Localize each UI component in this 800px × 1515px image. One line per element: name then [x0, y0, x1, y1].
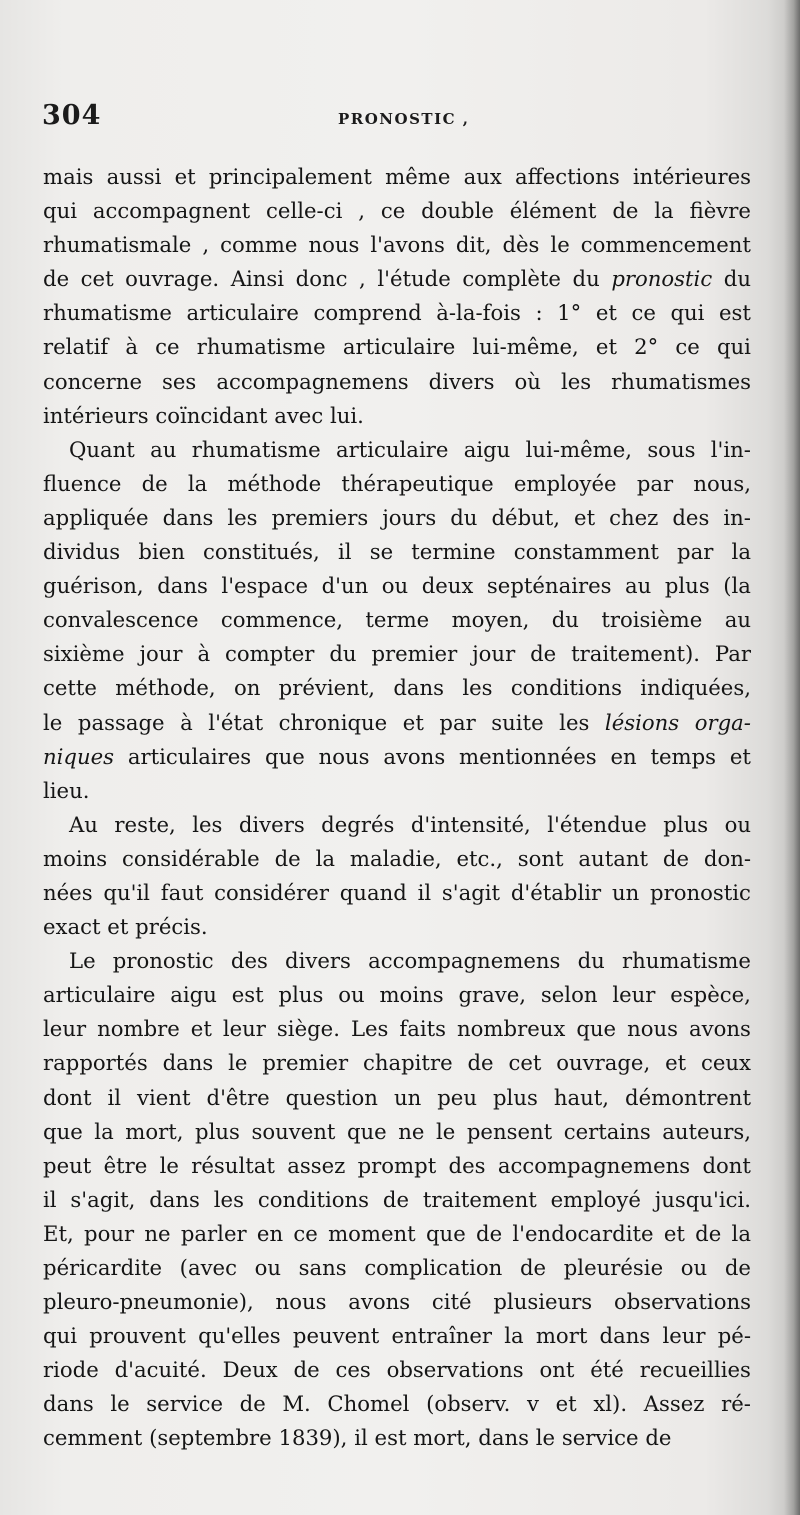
body-text [43, 160, 751, 1456]
text-line: que la mort, plus souvent que ne le pensent certains auteurs, [43, 1118, 751, 1144]
text-line: lieu. [43, 777, 90, 803]
text-line: cette méthode, on prévient, dans les conditions indiquées, [43, 675, 751, 701]
text-line: appliquée dans les premiers jours du début, et chez des in- [43, 504, 751, 530]
text-line: dont il vient d'être question un peu plus haut, démontrent [43, 1084, 751, 1110]
text-line: fluence de la méthode thérapeutique employée par nous, [43, 470, 751, 496]
text-line: exact et précis. [43, 914, 208, 940]
page-edge-shadow [784, 0, 800, 1515]
text-line: péricardite (avec ou sans complication de pleurésie ou de [43, 1255, 751, 1280]
text-line: guérison, dans l'espace d'un ou deux septénaires au plus (la [43, 573, 751, 599]
running-head: PRONOSTIC , [338, 110, 470, 128]
text-line: dividus bien constitués, il se termine constamment par la [43, 539, 751, 565]
text-line: Le pronostic des divers accompagnemens du rhumatisme [69, 948, 751, 974]
text-line: leur nombre et leur siège. Les faits nombreux que nous avons [43, 1016, 751, 1042]
text-line: cemment (septembre 1839), il est mort, dans le service de [43, 1425, 672, 1451]
text-line: rapportés dans le premier chapitre de cet ouvrage, et ceux [43, 1050, 751, 1076]
page-header [42, 100, 752, 140]
text-line: niques articulaires que nous avons mentionnées en temps et [43, 743, 751, 769]
text-line: rhumatismale , comme nous l'avons dit, dès le commencement [43, 232, 751, 258]
text-line: articulaire aigu est plus ou moins grave, selon leur espèce, [43, 982, 751, 1008]
text-line: pleuro-pneumonie), nous avons cité plusieurs observations [43, 1289, 751, 1315]
text-line: peut être le résultat assez prompt des accompagnemens dont [43, 1152, 751, 1178]
text-line: dans le service de M. Chomel (observ. v et xl). Assez ré- [43, 1391, 751, 1417]
text-line: mais aussi et principalement même aux affections intérieures [43, 164, 751, 189]
text-line: moins considérable de la maladie, etc., sont autant de don- [43, 845, 751, 871]
text-line: Quant au rhumatisme articulaire aigu lui-même, sous l'in- [69, 436, 751, 462]
text-line: relatif à ce rhumatisme articulaire lui-même, et 2° ce qui [43, 334, 751, 360]
text-line: Et, pour ne parler en ce moment que de l'endocardite et de la [43, 1220, 751, 1246]
text-line: intérieurs coïncidant avec lui. [43, 402, 364, 428]
text-line: convalescence commence, terme moyen, du troisième au [43, 607, 751, 633]
text-line: concerne ses accompagnemens divers où les rhumatismes [43, 368, 751, 394]
text-line: de cet ouvrage. Ainsi donc , l'étude complète du pronostic du [43, 266, 751, 292]
page-number: 304 [42, 100, 102, 131]
text-line: riode d'acuité. Deux de ces observations ont été recueillies [43, 1357, 751, 1383]
text-line: rhumatisme articulaire comprend à-la-fois : 1° et ce qui est [43, 300, 751, 326]
text-line: le passage à l'état chronique et par suite les lésions orga- [43, 709, 751, 735]
text-line: Au reste, les divers degrés d'intensité, l'étendue plus ou [69, 811, 751, 837]
text-line: nées qu'il faut considérer quand il s'agit d'établir un pronostic [43, 879, 751, 905]
text-line: qui accompagnent celle-ci , ce double élément de la fièvre [43, 198, 751, 224]
text-line: il s'agit, dans les conditions de traitement employé jusqu'ici. [43, 1186, 751, 1212]
text-line: sixième jour à compter du premier jour de traitement). Par [43, 641, 751, 667]
text-line: qui prouvent qu'elles peuvent entraîner la mort dans leur pé- [43, 1323, 751, 1349]
